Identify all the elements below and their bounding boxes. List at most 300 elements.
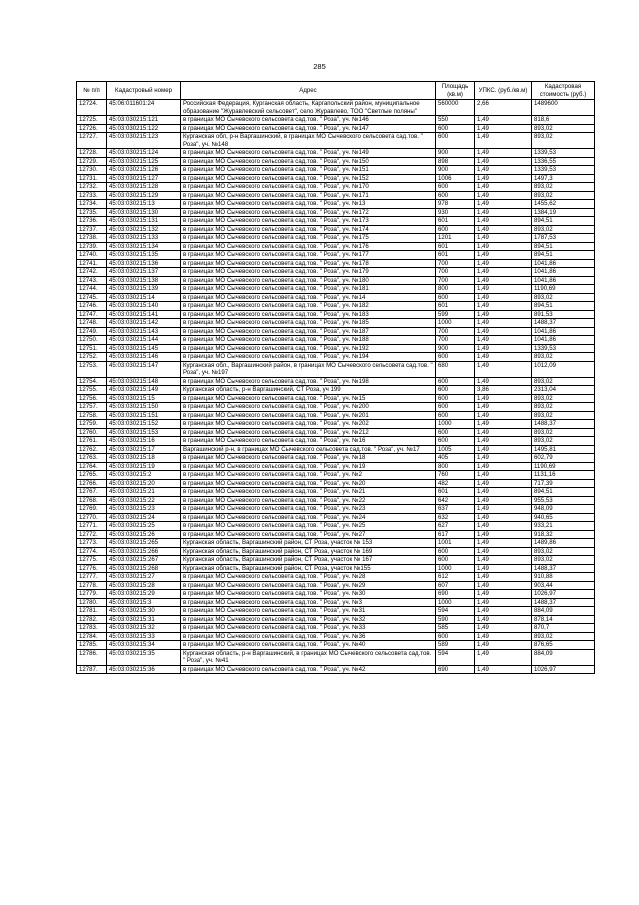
cell-cadastral-number: 45:03:030215:152 bbox=[107, 420, 181, 429]
cell-cadastral-value: 602,79 bbox=[532, 454, 595, 463]
cell-area: 1201 bbox=[436, 234, 475, 243]
table-row bbox=[77, 319, 595, 328]
cell-area: 405 bbox=[436, 454, 475, 463]
cell-address: в границах МО Сычевского сельсовета сад.тов. " Роза", уч. №177 bbox=[181, 251, 436, 260]
cell-address: в границах МО Сычевского сельсовета сад.тов. " Роза", уч. №25 bbox=[181, 522, 436, 531]
cell-cadastral-value: 893,02 bbox=[532, 632, 595, 641]
cell-address: в границах МО Сычевского сельсовета сад.тов. " Роза", уч. №175 bbox=[181, 234, 436, 243]
cell-area: 600 bbox=[436, 403, 475, 412]
cell-area: 482 bbox=[436, 479, 475, 488]
cell-address: в границах МО Сычевского сельсовета сад.тов. " Роза", уч. №146 bbox=[181, 116, 436, 125]
cell-num: 12769. bbox=[77, 505, 107, 514]
cell-address: в границах МО Сычевского сельсовета сад.тов. " Роза", уч. №19 bbox=[181, 462, 436, 471]
cell-upks: 1,49 bbox=[475, 353, 532, 362]
cell-num: 12774. bbox=[77, 547, 107, 556]
cell-num: 12784. bbox=[77, 632, 107, 641]
cell-cadastral-value: 1190,69 bbox=[532, 285, 595, 294]
cell-address: Курганская область, р-н Варгашинский, в границах МО Сычевского сельсовета сад.тов. " Роза", уч. №41 bbox=[181, 649, 436, 665]
cell-upks: 1,49 bbox=[475, 598, 532, 607]
cell-area: 632 bbox=[436, 513, 475, 522]
cell-cadastral-value: 903,44 bbox=[532, 581, 595, 590]
cell-address: в границах МО Сычевского сельсовета сад.тов. " Роза", уч. №30 bbox=[181, 590, 436, 599]
header-num: № п/п bbox=[77, 82, 107, 100]
cell-address: в границах МО Сычевского сельсовета сад.тов. " Роза", уч. №33 bbox=[181, 624, 436, 633]
header-cadastral-value: Кадастровая стоимость (руб.) bbox=[532, 82, 595, 100]
table-row bbox=[77, 293, 595, 302]
cell-upks: 1,49 bbox=[475, 200, 532, 209]
cell-area: 760 bbox=[436, 471, 475, 480]
cell-num: 12736. bbox=[77, 217, 107, 226]
cell-cadastral-number: 45:03:030215:149 bbox=[107, 386, 181, 395]
cell-cadastral-number: 45:03:030215:3 bbox=[107, 598, 181, 607]
cell-area: 700 bbox=[436, 259, 475, 268]
table-row bbox=[77, 420, 595, 429]
table-row bbox=[77, 522, 595, 531]
cell-num: 12726. bbox=[77, 124, 107, 133]
cell-area: 550 bbox=[436, 116, 475, 125]
cell-cadastral-number: 45:03:030215:143 bbox=[107, 327, 181, 336]
table-row bbox=[77, 302, 595, 311]
cell-area: 600 bbox=[436, 394, 475, 403]
table-row bbox=[77, 377, 595, 386]
cell-cadastral-value: 1384,19 bbox=[532, 208, 595, 217]
cell-area: 600 bbox=[436, 183, 475, 192]
cell-num: 12777. bbox=[77, 573, 107, 582]
cell-cadastral-number: 45:03:030215:126 bbox=[107, 166, 181, 175]
table-row bbox=[77, 437, 595, 446]
cell-cadastral-number: 45:03:030215:2 bbox=[107, 471, 181, 480]
cell-area: 900 bbox=[436, 344, 475, 353]
cell-address: в границах МО Сычевского сельсовета сад.тов. " Роза", уч. №185 bbox=[181, 319, 436, 328]
table-row bbox=[77, 573, 595, 582]
cell-cadastral-value: 1488,37 bbox=[532, 319, 595, 328]
cell-cadastral-value: 884,09 bbox=[532, 607, 595, 616]
cell-upks: 1,49 bbox=[475, 361, 532, 377]
cell-area: 930 bbox=[436, 208, 475, 217]
cell-address: в границах МО Сычевского сельсовета сад.тов. " Роза", уч. №172 bbox=[181, 208, 436, 217]
cell-address: в границах МО Сычевского сельсовета сад.тов. " Роза", уч. №22 bbox=[181, 496, 436, 505]
cell-num: 12785. bbox=[77, 641, 107, 650]
table-row bbox=[77, 276, 595, 285]
cell-cadastral-value: 1495,81 bbox=[532, 445, 595, 454]
cell-cadastral-value: 1455,62 bbox=[532, 200, 595, 209]
cell-upks: 1,49 bbox=[475, 624, 532, 633]
cell-upks: 1,49 bbox=[475, 496, 532, 505]
cell-upks: 1,49 bbox=[475, 174, 532, 183]
cell-upks: 1,49 bbox=[475, 471, 532, 480]
cell-num: 12786. bbox=[77, 649, 107, 665]
cell-area: 600 bbox=[436, 632, 475, 641]
cell-cadastral-number: 45:03:030215:125 bbox=[107, 157, 181, 166]
cell-area: 900 bbox=[436, 149, 475, 158]
cell-address: Курганская область, Варгашинский район, СТ Роза, участок №155 bbox=[181, 564, 436, 573]
cell-upks: 1,49 bbox=[475, 124, 532, 133]
cell-area: 589 bbox=[436, 641, 475, 650]
cell-cadastral-value: 1041,86 bbox=[532, 268, 595, 277]
cell-cadastral-number: 45:03:030215:13 bbox=[107, 200, 181, 209]
cell-num: 12775. bbox=[77, 556, 107, 565]
table-row bbox=[77, 225, 595, 234]
cell-cadastral-number: 45:03:030215:18 bbox=[107, 454, 181, 463]
cell-num: 12729. bbox=[77, 157, 107, 166]
cell-upks: 1,49 bbox=[475, 183, 532, 192]
cell-area: 898 bbox=[436, 157, 475, 166]
cell-upks: 1,49 bbox=[475, 344, 532, 353]
cell-address: Российская Федерация, Курганская область, Каргапольский район, муниципальное образование "Журавлевский сельсовет", село Журавлево, ТОО "Светлые поляны" bbox=[181, 100, 436, 116]
cell-cadastral-number: 45:03:030215:139 bbox=[107, 285, 181, 294]
cell-upks: 1,49 bbox=[475, 573, 532, 582]
cell-cadastral-value: 1787,53 bbox=[532, 234, 595, 243]
cell-address: в границах МО Сычевского сельсовета сад.тов. " Роза", уч. №170 bbox=[181, 183, 436, 192]
cell-area: 594 bbox=[436, 607, 475, 616]
cell-cadastral-number: 45:03:030215:31 bbox=[107, 615, 181, 624]
cell-cadastral-value: 1131,16 bbox=[532, 471, 595, 480]
cell-cadastral-value: 918,32 bbox=[532, 530, 595, 539]
cell-address: в границах МО Сычевского сельсовета сад.тов. " Роза", уч. №150 bbox=[181, 157, 436, 166]
table-row bbox=[77, 124, 595, 133]
cell-area: 1005 bbox=[436, 445, 475, 454]
cell-num: 12759. bbox=[77, 420, 107, 429]
table-row bbox=[77, 157, 595, 166]
cell-area: 601 bbox=[436, 302, 475, 311]
cell-cadastral-value: 894,51 bbox=[532, 302, 595, 311]
cell-num: 12780. bbox=[77, 598, 107, 607]
cell-area: 1000 bbox=[436, 598, 475, 607]
cell-cadastral-number: 45:03:030215:265 bbox=[107, 539, 181, 548]
cell-num: 12756. bbox=[77, 394, 107, 403]
cell-area: 594 bbox=[436, 649, 475, 665]
cell-area: 607 bbox=[436, 581, 475, 590]
cell-area: 642 bbox=[436, 496, 475, 505]
table-row bbox=[77, 259, 595, 268]
cell-address: в границах МО Сычевского сельсовета сад.тов. " Роза", уч. №179 bbox=[181, 268, 436, 277]
cell-area: 1000 bbox=[436, 420, 475, 429]
cell-num: 12730. bbox=[77, 166, 107, 175]
cell-upks: 1,49 bbox=[475, 403, 532, 412]
cell-address: в границах МО Сычевского сельсовета сад.тов. " Роза", уч. №173 bbox=[181, 217, 436, 226]
header-cadastral-number: Кадастровый номер bbox=[107, 82, 181, 100]
cell-area: 700 bbox=[436, 268, 475, 277]
cell-num: 12767. bbox=[77, 488, 107, 497]
cell-cadastral-number: 45:03:030215:123 bbox=[107, 133, 181, 149]
cell-num: 12733. bbox=[77, 191, 107, 200]
cell-address: в границах МО Сычевского сельсовета сад.тов. " Роза", уч. №27 bbox=[181, 530, 436, 539]
table-row bbox=[77, 445, 595, 454]
cell-upks: 3,86 bbox=[475, 386, 532, 395]
table-row bbox=[77, 251, 595, 260]
cell-address: в границах МО Сычевского сельсовета сад.тов. " Роза", уч. №20 bbox=[181, 479, 436, 488]
cell-address: Курганская обл, р-н Варгашинский, в границах МО Сычевского сельсовета сад.тов. " Роза", уч. №148 bbox=[181, 133, 436, 149]
table-row bbox=[77, 496, 595, 505]
cell-cadastral-number: 45:03:030215:23 bbox=[107, 505, 181, 514]
cell-cadastral-value: 870,7 bbox=[532, 624, 595, 633]
cell-upks: 1,49 bbox=[475, 293, 532, 302]
cell-upks: 1,49 bbox=[475, 530, 532, 539]
cell-area: 600 bbox=[436, 377, 475, 386]
cell-cadastral-number: 45:03:030215:141 bbox=[107, 310, 181, 319]
table-row bbox=[77, 285, 595, 294]
cell-cadastral-value: 818,6 bbox=[532, 116, 595, 125]
cell-cadastral-value: 893,02 bbox=[532, 437, 595, 446]
cell-cadastral-value: 1190,69 bbox=[532, 462, 595, 471]
cell-cadastral-value: 893,02 bbox=[532, 353, 595, 362]
cell-area: 1006 bbox=[436, 174, 475, 183]
cell-upks: 1,49 bbox=[475, 454, 532, 463]
cell-num: 12778. bbox=[77, 581, 107, 590]
cell-cadastral-value: 884,09 bbox=[532, 649, 595, 665]
cell-upks: 1,49 bbox=[475, 564, 532, 573]
cell-address: Курганская область, Варгашинский район, СТ Роза, участок № 167 bbox=[181, 556, 436, 565]
cell-num: 12765. bbox=[77, 471, 107, 480]
cell-area: 590 bbox=[436, 615, 475, 624]
cell-cadastral-value: 1041,86 bbox=[532, 327, 595, 336]
cell-upks: 1,49 bbox=[475, 513, 532, 522]
cell-num: 12753. bbox=[77, 361, 107, 377]
cell-cadastral-value: 1041,86 bbox=[532, 259, 595, 268]
cell-cadastral-value: 1012,09 bbox=[532, 361, 595, 377]
cell-cadastral-number: 45:03:030215:147 bbox=[107, 361, 181, 377]
cell-area: 690 bbox=[436, 590, 475, 599]
table-row bbox=[77, 665, 595, 674]
cell-cadastral-number: 45:03:030215:267 bbox=[107, 556, 181, 565]
cell-num: 12761. bbox=[77, 437, 107, 446]
cell-address: в границах МО Сычевского сельсовета сад.тов. " Роза", уч. №182 bbox=[181, 302, 436, 311]
cell-cadastral-number: 45:03:030215:268 bbox=[107, 564, 181, 573]
cell-area: 700 bbox=[436, 276, 475, 285]
cell-num: 12732. bbox=[77, 183, 107, 192]
cell-address: в границах МО Сычевского сельсовета сад.тов. " Роза", уч. №183 bbox=[181, 310, 436, 319]
cell-num: 12728. bbox=[77, 149, 107, 158]
cell-upks: 1,49 bbox=[475, 336, 532, 345]
cell-upks: 1,49 bbox=[475, 225, 532, 234]
cell-area: 900 bbox=[436, 166, 475, 175]
table-row bbox=[77, 462, 595, 471]
cell-cadastral-value: 1339,53 bbox=[532, 166, 595, 175]
cell-upks: 1,49 bbox=[475, 149, 532, 158]
cell-cadastral-value: 1488,37 bbox=[532, 598, 595, 607]
cell-cadastral-value: 940,65 bbox=[532, 513, 595, 522]
cell-cadastral-number: 45:03:030215:129 bbox=[107, 191, 181, 200]
table-row bbox=[77, 149, 595, 158]
cell-address: в границах МО Сычевского сельсовета сад.тов. " Роза", уч. №188 bbox=[181, 336, 436, 345]
cell-cadastral-number: 45:03:030215:35 bbox=[107, 649, 181, 665]
table-row bbox=[77, 624, 595, 633]
cell-cadastral-number: 45:03:030215:17 bbox=[107, 445, 181, 454]
cell-cadastral-value: 1339,53 bbox=[532, 344, 595, 353]
cell-cadastral-number: 45:03:030215:30 bbox=[107, 607, 181, 616]
cell-area: 600 bbox=[436, 191, 475, 200]
cell-cadastral-value: 876,65 bbox=[532, 641, 595, 650]
table-row bbox=[77, 174, 595, 183]
table-row bbox=[77, 268, 595, 277]
cell-cadastral-value: 893,02 bbox=[532, 428, 595, 437]
cell-cadastral-number: 45:03:030215:145 bbox=[107, 344, 181, 353]
cell-address: в границах МО Сычевского сельсовета сад.тов. " Роза", уч. №147 bbox=[181, 124, 436, 133]
cell-cadastral-number: 45:03:030215:150 bbox=[107, 403, 181, 412]
cell-cadastral-number: 45:06:011601:24 bbox=[107, 100, 181, 116]
cell-cadastral-value: 893,02 bbox=[532, 394, 595, 403]
cell-area: 1000 bbox=[436, 319, 475, 328]
cell-address: в границах МО Сычевского сельсовета сад.тов. " Роза", уч. №212 bbox=[181, 428, 436, 437]
cell-num: 12750. bbox=[77, 336, 107, 345]
cell-upks: 1,49 bbox=[475, 462, 532, 471]
cell-area: 601 bbox=[436, 251, 475, 260]
table-row bbox=[77, 133, 595, 149]
cell-upks: 1,49 bbox=[475, 157, 532, 166]
cell-cadastral-value: 1488,37 bbox=[532, 420, 595, 429]
table-row bbox=[77, 615, 595, 624]
cell-upks: 1,49 bbox=[475, 641, 532, 650]
cell-cadastral-number: 45:03:030215:19 bbox=[107, 462, 181, 471]
cell-num: 12731. bbox=[77, 174, 107, 183]
cell-upks: 1,49 bbox=[475, 505, 532, 514]
cell-cadastral-value: 893,02 bbox=[532, 556, 595, 565]
table-row bbox=[77, 539, 595, 548]
cell-cadastral-number: 45:03:030215:14 bbox=[107, 293, 181, 302]
cell-cadastral-number: 45:03:030215:144 bbox=[107, 336, 181, 345]
cell-num: 12781. bbox=[77, 607, 107, 616]
cell-upks: 1,49 bbox=[475, 649, 532, 665]
cell-num: 12735. bbox=[77, 208, 107, 217]
cell-upks: 1,49 bbox=[475, 607, 532, 616]
cell-cadastral-number: 45:03:030215:140 bbox=[107, 302, 181, 311]
cell-area: 600 bbox=[436, 225, 475, 234]
cell-cadastral-value: 893,02 bbox=[532, 133, 595, 149]
table-row bbox=[77, 200, 595, 209]
cell-address: в границах МО Сычевского сельсовета сад.тов. " Роза", уч. №187 bbox=[181, 327, 436, 336]
table-row bbox=[77, 471, 595, 480]
cell-upks: 1,49 bbox=[475, 251, 532, 260]
cell-cadastral-value: 893,02 bbox=[532, 124, 595, 133]
cell-upks: 1,49 bbox=[475, 377, 532, 386]
header-area: Площадь (кв.м) bbox=[436, 82, 475, 100]
cell-address: в границах МО Сычевского сельсовета сад.тов. " Роза", уч. №24 bbox=[181, 513, 436, 522]
cell-area: 600 bbox=[436, 556, 475, 565]
cell-address: в границах МО Сычевского сельсовета сад.тов. " Роза", уч. №201 bbox=[181, 411, 436, 420]
cell-num: 12741. bbox=[77, 259, 107, 268]
cell-area: 617 bbox=[436, 530, 475, 539]
cell-upks: 1,49 bbox=[475, 217, 532, 226]
cell-cadastral-number: 45:03:030215:33 bbox=[107, 632, 181, 641]
cell-cadastral-number: 45:03:030215:135 bbox=[107, 251, 181, 260]
cell-cadastral-number: 45:03:030215:132 bbox=[107, 225, 181, 234]
cell-cadastral-value: 1026,97 bbox=[532, 665, 595, 674]
cell-cadastral-number: 45:03:030215:151 bbox=[107, 411, 181, 420]
cell-cadastral-number: 45:03:030215:137 bbox=[107, 268, 181, 277]
cell-address: в границах МО Сычевского сельсовета сад.тов. " Роза", уч. №18 bbox=[181, 454, 436, 463]
cell-upks: 1,49 bbox=[475, 615, 532, 624]
table-row bbox=[77, 505, 595, 514]
cell-cadastral-value: 1489,86 bbox=[532, 539, 595, 548]
table-row bbox=[77, 353, 595, 362]
cell-cadastral-number: 45:03:030215:266 bbox=[107, 547, 181, 556]
cell-cadastral-number: 45:03:030215:146 bbox=[107, 353, 181, 362]
cell-upks: 1,49 bbox=[475, 632, 532, 641]
cell-area: 601 bbox=[436, 488, 475, 497]
header-upks: УПКС. (руб./кв.м) bbox=[475, 82, 532, 100]
cell-area: 600 bbox=[436, 124, 475, 133]
cell-num: 12771. bbox=[77, 522, 107, 531]
cell-cadastral-number: 45:03:030215:124 bbox=[107, 149, 181, 158]
cell-address: в границах МО Сычевского сельсовета сад.тов. " Роза", уч. №21 bbox=[181, 488, 436, 497]
cell-area: 680 bbox=[436, 361, 475, 377]
cell-address: в границах МО Сычевского сельсовета сад.тов. " Роза", уч. №3 bbox=[181, 598, 436, 607]
cell-address: в границах МО Сычевского сельсовета сад.тов. " Роза", уч. №202 bbox=[181, 420, 436, 429]
cell-address: в границах МО Сычевского сельсовета сад.тов. " Роза", уч. №200 bbox=[181, 403, 436, 412]
cell-cadastral-value: 1488,37 bbox=[532, 564, 595, 573]
table-row bbox=[77, 166, 595, 175]
table-row bbox=[77, 234, 595, 243]
cell-upks: 1,49 bbox=[475, 556, 532, 565]
cell-num: 12787. bbox=[77, 665, 107, 674]
cell-address: в границах МО Сычевского сельсовета сад.тов. " Роза", уч. №192 bbox=[181, 344, 436, 353]
cell-cadastral-number: 45:03:030215:34 bbox=[107, 641, 181, 650]
cell-cadastral-number: 45:03:030215:133 bbox=[107, 234, 181, 243]
cell-num: 12757. bbox=[77, 403, 107, 412]
cell-cadastral-number: 45:03:030215:122 bbox=[107, 124, 181, 133]
table-row bbox=[77, 116, 595, 125]
cell-upks: 1,49 bbox=[475, 488, 532, 497]
cell-address: Курганская обл., Варгашинский район, в границах МО Сычевского сельсовета сад.тов. " Роза", уч. №197 bbox=[181, 361, 436, 377]
cell-area: 600 bbox=[436, 133, 475, 149]
cell-upks: 1,49 bbox=[475, 310, 532, 319]
table-row bbox=[77, 428, 595, 437]
cell-cadastral-number: 45:03:030215:136 bbox=[107, 259, 181, 268]
cell-area: 690 bbox=[436, 665, 475, 674]
cell-num: 12752. bbox=[77, 353, 107, 362]
cell-address: в границах МО Сычевского сельсовета сад.тов. " Роза", уч. №23 bbox=[181, 505, 436, 514]
cell-cadastral-number: 45:03:030215:153 bbox=[107, 428, 181, 437]
cell-address: Варгашинский р-н, в границах МО Сычевского сельсовета сад.тов. " Роза", уч. №17 bbox=[181, 445, 436, 454]
table-row bbox=[77, 183, 595, 192]
cell-upks: 1,49 bbox=[475, 327, 532, 336]
cell-area: 1001 bbox=[436, 539, 475, 548]
cell-cadastral-number: 45:03:030215:15 bbox=[107, 394, 181, 403]
cell-upks: 1,49 bbox=[475, 428, 532, 437]
cell-address: в границах МО Сычевского сельсовета сад.тов. " Роза", уч. №36 bbox=[181, 632, 436, 641]
cell-area: 978 bbox=[436, 200, 475, 209]
cell-address: в границах МО Сычевского сельсовета сад.тов. " Роза", уч. №16 bbox=[181, 437, 436, 446]
cell-cadastral-value: 893,02 bbox=[532, 293, 595, 302]
cell-address: в границах МО Сычевского сельсовета сад.тов. " Роза", уч. №194 bbox=[181, 353, 436, 362]
cell-area: 601 bbox=[436, 242, 475, 251]
table-body bbox=[77, 100, 595, 674]
table-row bbox=[77, 513, 595, 522]
table-row bbox=[77, 632, 595, 641]
cell-address: в границах МО Сычевского сельсовета сад.тов. " Роза", уч. №174 bbox=[181, 225, 436, 234]
cell-upks: 1,49 bbox=[475, 411, 532, 420]
table-row bbox=[77, 191, 595, 200]
cell-address: в границах МО Сычевского сельсовета сад.тов. " Роза", уч. №15 bbox=[181, 394, 436, 403]
cell-upks: 1,49 bbox=[475, 590, 532, 599]
cell-num: 12737. bbox=[77, 225, 107, 234]
cell-cadastral-number: 45:03:030215:36 bbox=[107, 665, 181, 674]
table-row bbox=[77, 581, 595, 590]
cell-upks: 2,66 bbox=[475, 100, 532, 116]
cell-cadastral-value: 948,09 bbox=[532, 505, 595, 514]
cell-address: Курганская область, Варгашинский район, СТ Роза, участок № 169 bbox=[181, 547, 436, 556]
cell-cadastral-number: 45:03:030215:22 bbox=[107, 496, 181, 505]
cell-cadastral-value: 1336,55 bbox=[532, 157, 595, 166]
cell-area: 600 bbox=[436, 428, 475, 437]
cell-cadastral-number: 45:03:030215:121 bbox=[107, 116, 181, 125]
cell-num: 12755. bbox=[77, 386, 107, 395]
table-row bbox=[77, 411, 595, 420]
cell-cadastral-value: 878,14 bbox=[532, 615, 595, 624]
cell-cadastral-value: 1041,86 bbox=[532, 276, 595, 285]
cell-cadastral-value: 893,02 bbox=[532, 183, 595, 192]
cell-cadastral-value: 955,53 bbox=[532, 496, 595, 505]
